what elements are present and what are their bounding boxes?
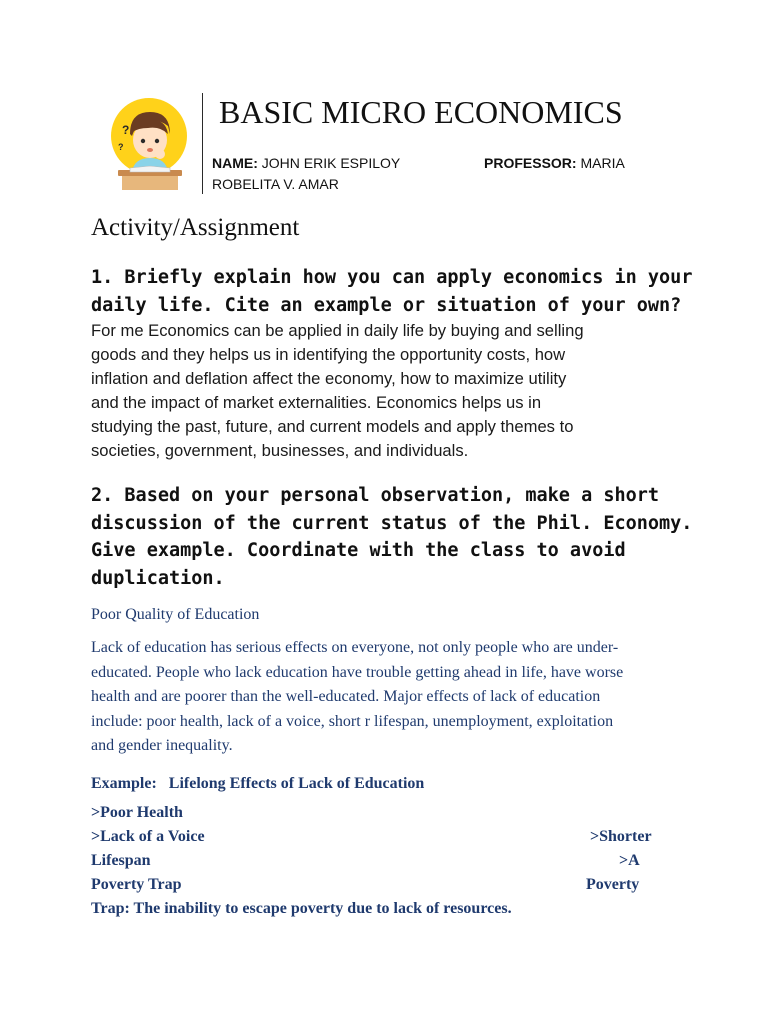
thinking-student-icon [108,96,190,192]
answer-1-line: inflation and deflation affect the economy, how to maximize utility [91,369,567,388]
effect-lack-voice: >Lack of a Voice [91,828,205,845]
question-1-line-1: Briefly explain how you can apply economics in your [124,267,693,288]
student-avatar-illustration [108,96,190,192]
effect-a: >A [619,852,640,869]
paragraph-line: health and are poorer than the well-educated. Major effects of lack of education [91,688,601,705]
question-2-number: 2 [91,485,103,506]
example-title: Lifelong Effects of Lack of Education [168,775,425,792]
question-1-line-2: daily life. Cite an example or situation of your own? [91,294,682,316]
example-heading [91,775,424,793]
effect-lifespan: Lifespan [91,852,151,869]
question-1: 1. Briefly explain how you can apply economics in your daily life. Cite an example or situation of your own? [91,264,692,319]
effect-poverty-trap: Poverty Trap [91,876,182,893]
question-2-line-1: Based on your personal observation, make a short [124,485,660,506]
answer-2-subheading: Poor Quality of Education [91,606,260,623]
paragraph-line: educated. People who lack education have trouble getting ahead in life, have worse [91,663,624,681]
name-label: NAME: [212,155,258,171]
paragraph-line: and gender inequality. [91,737,233,754]
answer-1-line: studying the past, future, and current models and apply themes to [91,417,574,436]
professor-label: PROFESSOR: [484,155,577,171]
question-2: 2. Based on your personal observation, make a short discussion of the current status of the Phil. Economy. Give example. Coordinate with the class to avoid duplication. [91,482,692,592]
paragraph-line: Lack of education has serious effects on everyone, not only people who are under- [91,639,619,656]
professor-line [484,155,625,171]
svg-text:?: ? [122,123,130,137]
professor-name-part1: MARIA [580,155,625,171]
document-title: BASIC MICRO ECONOMICS [219,94,623,130]
question-2-line-4: duplication. [91,567,225,589]
answer-1-line: goods and they helps us in identifying the opportunity costs, how [91,345,566,364]
paragraph-line: include: poor health, lack of a voice, short r lifespan, unemployment, exploitation [91,712,614,730]
answer-1-line: societies, government, businesses, and individuals. [91,441,469,460]
answer-1-line: and the impact of market externalities. Economics helps us in [91,393,542,412]
effect-poverty: Poverty [586,876,640,893]
answer-2-paragraph [91,636,623,759]
student-name: JOHN ERIK ESPILOY [261,155,401,171]
effect-poor-health: >Poor Health [91,804,183,821]
effect-trap-definition: Trap: The inability to escape poverty due to lack of resources. [91,900,512,917]
answer-1 [91,319,584,463]
student-name-line [212,155,400,171]
answer-1-line: For me Economics can be applied in daily life by buying and selling [91,321,584,340]
effect-shorter: >Shorter [590,828,652,845]
section-title: Activity/Assignment [91,214,300,241]
example-label: Example: [91,775,157,792]
question-2-line-2: discussion of the current status of the Phil. Economy. [91,512,693,534]
professor-name-part2: ROBELITA V. AMAR [212,176,339,192]
svg-text:?: ? [118,142,124,152]
question-2-line-3: Give example. Coordinate with the class to avoid [91,540,626,561]
question-1-number: 1 [91,267,103,288]
header-divider [202,93,203,194]
